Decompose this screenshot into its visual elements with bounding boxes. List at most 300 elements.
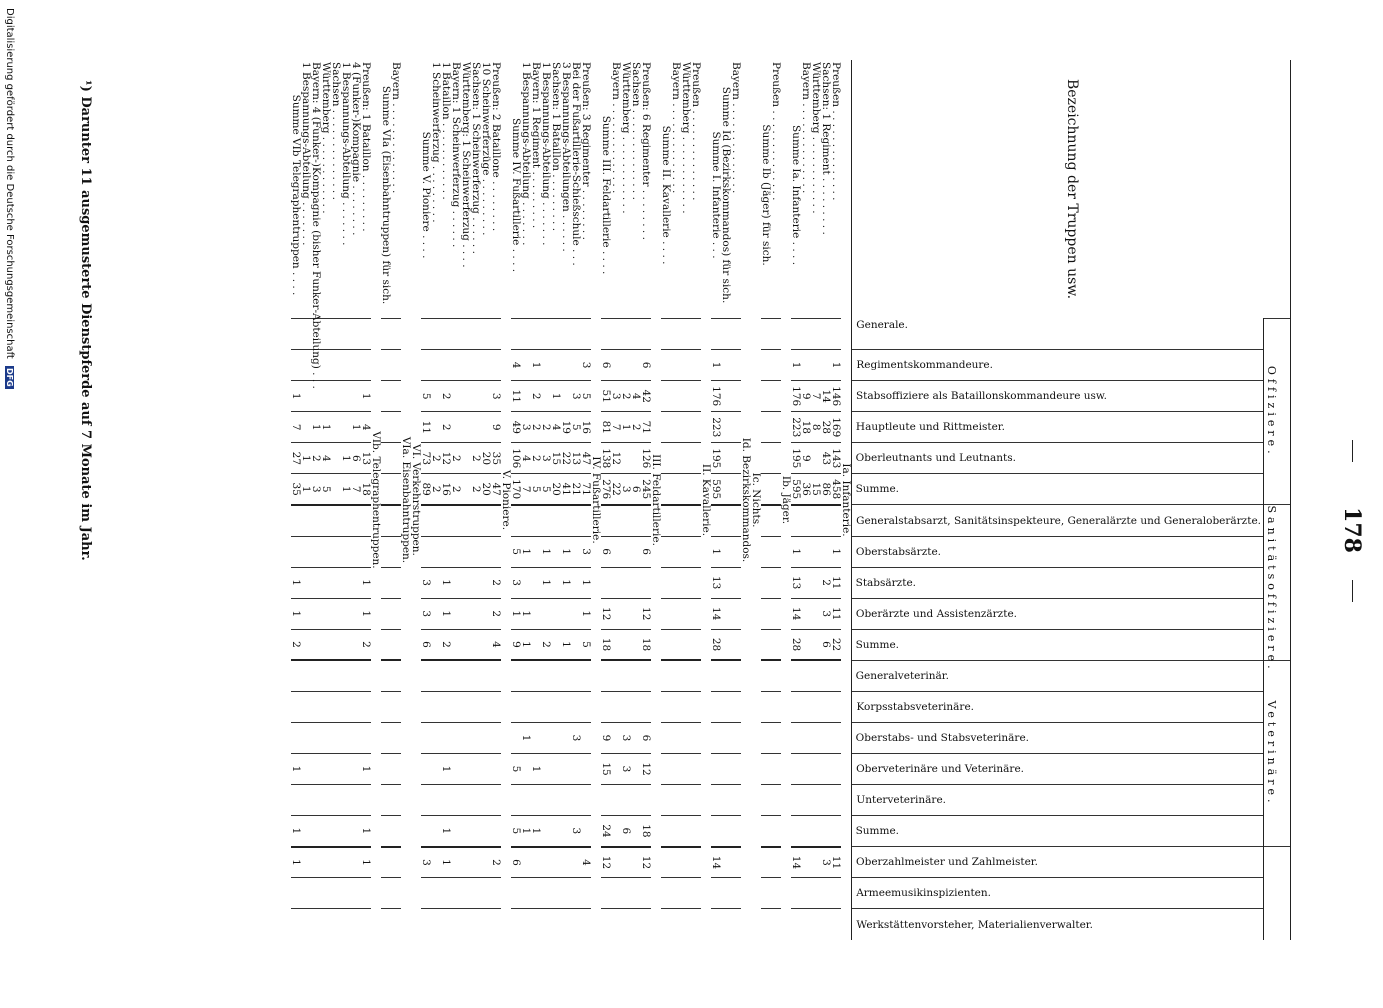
table-cell xyxy=(611,909,621,940)
cell-value: 1 xyxy=(340,454,353,462)
cell-value: 14 xyxy=(710,855,723,870)
table-row xyxy=(461,60,471,940)
table-cell xyxy=(361,350,371,381)
cell-value: 146 xyxy=(830,386,843,407)
table-cell xyxy=(381,722,391,753)
table-cell xyxy=(311,816,321,847)
table-cell xyxy=(721,381,731,412)
table-cell xyxy=(301,629,311,660)
table-cell xyxy=(321,443,331,474)
row-label: Bayern . . . . . . . . . . . . . . xyxy=(670,62,683,194)
table-cell xyxy=(801,536,811,567)
table-cell xyxy=(491,598,501,629)
table-cell xyxy=(321,505,331,536)
table-cell xyxy=(341,505,351,536)
table-cell xyxy=(311,598,321,629)
table-cell xyxy=(311,785,321,816)
table-cell xyxy=(761,412,771,443)
table-cell xyxy=(381,443,391,474)
table-cell xyxy=(551,412,561,443)
table-cell xyxy=(791,785,801,816)
cell-value: 11 xyxy=(420,420,433,434)
table-cell xyxy=(641,909,651,940)
table-cell xyxy=(291,350,301,381)
table-cell xyxy=(731,350,741,381)
table-cell xyxy=(551,319,561,350)
table-cell xyxy=(711,536,721,567)
table-cell xyxy=(331,381,341,412)
cell-value: 1 xyxy=(520,641,533,648)
table-row xyxy=(351,60,361,940)
table-cell xyxy=(641,753,651,784)
table-cell xyxy=(581,909,591,940)
table-cell xyxy=(291,567,301,598)
table-cell xyxy=(381,691,391,722)
table-cell xyxy=(721,536,731,567)
table-cell xyxy=(571,691,581,722)
cell-value: 12 xyxy=(600,607,613,621)
column-header xyxy=(852,443,1264,474)
table-cell xyxy=(821,691,831,722)
table-cell xyxy=(461,381,471,412)
table-cell xyxy=(341,660,351,691)
table-cell xyxy=(631,660,641,691)
cell-value: 3 xyxy=(540,454,553,462)
sum-row xyxy=(721,60,731,940)
row-label: Preußen . . . . . . . . . . . . . . xyxy=(770,62,783,201)
table-cell xyxy=(831,691,841,722)
table-cell xyxy=(601,536,611,567)
table-cell xyxy=(821,598,831,629)
table-cell xyxy=(621,629,631,660)
table-cell xyxy=(381,785,391,816)
cell-value: 2 xyxy=(470,454,483,462)
table-cell xyxy=(771,847,781,878)
cell-value: 1 xyxy=(520,548,533,555)
table-cell xyxy=(771,816,781,847)
cell-value: 18 xyxy=(800,420,813,434)
cell-value: 1 xyxy=(300,454,313,462)
table-cell xyxy=(471,878,481,909)
table-row xyxy=(441,60,451,940)
table-cell xyxy=(821,785,831,816)
table-cell xyxy=(671,505,681,536)
table-cell xyxy=(711,785,721,816)
table-cell xyxy=(541,319,551,350)
table-cell xyxy=(661,878,671,909)
column-header xyxy=(852,847,1264,878)
table-cell xyxy=(611,443,621,474)
cell-value: 12 xyxy=(640,855,653,870)
table-cell xyxy=(321,474,331,505)
table-cell xyxy=(731,878,741,909)
table-cell xyxy=(331,412,341,443)
table-cell xyxy=(541,816,551,847)
cell-value: 2 xyxy=(440,392,453,400)
table-cell xyxy=(301,722,311,753)
cell-value: 47 xyxy=(490,482,503,496)
table-cell xyxy=(831,381,841,412)
table-cell xyxy=(601,816,611,847)
table-cell xyxy=(381,909,391,940)
table-cell xyxy=(291,816,301,847)
table-cell xyxy=(301,536,311,567)
cell-value: 13 xyxy=(360,451,373,466)
cell-value: 49 xyxy=(510,420,523,434)
table-cell xyxy=(681,816,691,847)
table-cell xyxy=(531,381,541,412)
column-header xyxy=(852,909,1264,940)
table-cell xyxy=(671,909,681,940)
cell-value: 1 xyxy=(620,423,633,431)
table-cell xyxy=(711,381,721,412)
table-cell xyxy=(301,785,311,816)
cell-value: 8 xyxy=(810,423,823,431)
table-cell xyxy=(541,412,551,443)
table-cell xyxy=(631,878,641,909)
table-cell xyxy=(551,505,561,536)
table-cell xyxy=(811,505,821,536)
table-cell xyxy=(791,350,801,381)
table-cell xyxy=(291,381,301,412)
cell-value: 20 xyxy=(480,451,493,466)
table-cell xyxy=(311,536,321,567)
table-row xyxy=(621,60,631,940)
table-cell xyxy=(431,691,441,722)
table-cell xyxy=(341,319,351,350)
table-cell xyxy=(391,722,401,753)
table-cell xyxy=(331,878,341,909)
table-cell xyxy=(511,474,521,505)
column-header-text: Armeemusikinspizienten. xyxy=(856,887,991,900)
table-cell xyxy=(481,722,491,753)
table-cell xyxy=(471,629,481,660)
cell-value: 13 xyxy=(710,575,723,590)
table-cell xyxy=(561,474,571,505)
cell-value: 3 xyxy=(420,859,433,866)
table-cell xyxy=(451,598,461,629)
table-cell xyxy=(801,474,811,505)
table-cell xyxy=(391,660,401,691)
row-label: 1 Bespannungs-Abteilung . . . . . . . xyxy=(540,62,553,246)
table-cell xyxy=(571,319,581,350)
table-cell xyxy=(791,878,801,909)
row-label: Bayern: 4 (Funker-)Kompagnie (bisher Funker-Abteilung) . . . xyxy=(310,62,323,389)
cell-value: 6 xyxy=(620,827,633,835)
table-cell xyxy=(421,319,431,350)
table-cell xyxy=(321,567,331,598)
table-cell xyxy=(561,505,571,536)
table-cell xyxy=(461,536,471,567)
page-number: 178 xyxy=(1339,507,1365,553)
table-cell xyxy=(821,660,831,691)
sum-row xyxy=(421,60,431,940)
table-cell xyxy=(771,691,781,722)
table-cell xyxy=(321,660,331,691)
table-cell xyxy=(521,412,531,443)
table-cell xyxy=(671,722,681,753)
table-cell xyxy=(431,319,441,350)
table-cell xyxy=(721,505,731,536)
section-heading: III. Feldartillerie. xyxy=(650,454,663,546)
cell-value: 18 xyxy=(360,482,373,496)
table-cell xyxy=(421,816,431,847)
cell-value: 6 xyxy=(640,548,653,555)
cell-value: 6 xyxy=(420,641,433,648)
table-cell xyxy=(391,598,401,629)
table-cell xyxy=(521,785,531,816)
table-cell xyxy=(811,909,821,940)
table-cell xyxy=(531,722,541,753)
table-cell xyxy=(661,816,671,847)
table-cell xyxy=(791,629,801,660)
table-cell xyxy=(471,319,481,350)
table-cell xyxy=(321,319,331,350)
table-cell xyxy=(421,350,431,381)
table-cell xyxy=(441,691,451,722)
table-cell xyxy=(391,381,401,412)
section-heading: Id. Bezirkskommandos. xyxy=(740,437,753,563)
table-cell xyxy=(301,443,311,474)
table-cell xyxy=(441,412,451,443)
table-cell xyxy=(451,816,461,847)
table-cell xyxy=(451,505,461,536)
cell-value: 11 xyxy=(830,575,843,590)
table-cell xyxy=(611,847,621,878)
table-cell xyxy=(691,412,701,443)
table-cell xyxy=(511,660,521,691)
row-label: Bayern: 1 Regiment . . . . . . . . . xyxy=(530,62,543,229)
group-header-text: Veterinäre. xyxy=(1265,700,1278,807)
cell-value: 1 xyxy=(290,827,303,835)
table-cell xyxy=(771,350,781,381)
cell-value: 126 xyxy=(640,448,653,469)
table-cell xyxy=(381,878,391,909)
table-cell xyxy=(331,753,341,784)
table-cell xyxy=(761,785,771,816)
table-cell xyxy=(561,536,571,567)
column-header-text: Summe. xyxy=(856,483,900,496)
table-cell xyxy=(571,505,581,536)
table-cell xyxy=(711,319,721,350)
table-cell xyxy=(621,412,631,443)
cell-value: 169 xyxy=(830,417,843,438)
row-label: 1 Bespannungs-Abteilung . . . . . . . xyxy=(520,62,533,246)
table-cell xyxy=(511,412,521,443)
table-cell xyxy=(521,909,531,940)
table-cell xyxy=(481,785,491,816)
table-cell xyxy=(711,878,721,909)
cell-value: 3 xyxy=(620,485,633,493)
table-cell xyxy=(661,536,671,567)
table-cell xyxy=(731,785,741,816)
cell-value: 6 xyxy=(350,454,363,462)
table-cell xyxy=(661,567,671,598)
table-cell xyxy=(471,660,481,691)
table-cell xyxy=(761,381,771,412)
section-heading: VI. Verkehrstruppen. xyxy=(410,444,423,556)
table-cell xyxy=(721,878,731,909)
table-cell xyxy=(451,567,461,598)
cell-value: 5 xyxy=(580,641,593,648)
table-cell xyxy=(441,722,451,753)
table-cell xyxy=(511,847,521,878)
column-header xyxy=(852,567,1264,598)
row-label: Preußen: 3 Regimenter . . . . . . . . xyxy=(580,62,593,240)
table-cell xyxy=(441,909,451,940)
table-cell xyxy=(331,660,341,691)
table-cell xyxy=(671,536,681,567)
table-cell xyxy=(671,847,681,878)
table-cell xyxy=(771,536,781,567)
table-cell xyxy=(601,474,611,505)
table-cell xyxy=(541,785,551,816)
table-cell xyxy=(531,443,541,474)
table-cell xyxy=(661,443,671,474)
cell-value: 5 xyxy=(570,423,583,431)
table-cell xyxy=(301,847,311,878)
table-cell xyxy=(471,381,481,412)
row-label: 1 Bespannungs-Abteilung . . . . . . . xyxy=(340,62,353,246)
section-heading-row xyxy=(401,60,411,940)
table-cell xyxy=(471,909,481,940)
table-cell xyxy=(531,909,541,940)
table-cell xyxy=(621,381,631,412)
table-cell xyxy=(441,443,451,474)
column-header-text: Oberleutnants und Leutnants. xyxy=(856,452,1017,465)
table-cell xyxy=(641,847,651,878)
table-cell xyxy=(661,598,671,629)
row-label: Bayern . . . . . . . . . . . . . . xyxy=(390,62,403,194)
table-cell xyxy=(321,816,331,847)
footnote: ¹) Darunter 11 ausgemusterte Dienstpferde auf 7 Monate im Jahr. xyxy=(78,80,93,561)
table-cell xyxy=(681,412,691,443)
table-cell xyxy=(291,909,301,940)
table-cell xyxy=(471,350,481,381)
table-cell xyxy=(321,722,331,753)
table-cell xyxy=(341,567,351,598)
table-cell xyxy=(481,660,491,691)
table-cell xyxy=(531,878,541,909)
cell-value: 14 xyxy=(710,607,723,621)
table-cell xyxy=(431,785,441,816)
row-label: 1 Scheinwerferzug . . . . . . . . . xyxy=(430,62,443,223)
table-cell xyxy=(421,847,431,878)
table-cell xyxy=(611,319,621,350)
cell-value: 4 xyxy=(520,454,533,462)
sum-row xyxy=(291,60,301,940)
table-cell xyxy=(461,691,471,722)
cell-value: 3 xyxy=(310,485,323,493)
table-cell xyxy=(471,536,481,567)
cell-value: 2 xyxy=(530,454,543,462)
table-cell xyxy=(361,785,371,816)
row-label: Preußen . . . . . . . . . . . . . . xyxy=(830,62,843,201)
table-cell xyxy=(561,660,571,691)
table-cell xyxy=(831,753,841,784)
table-cell xyxy=(451,629,461,660)
table-cell xyxy=(801,567,811,598)
table-cell xyxy=(351,412,361,443)
table-cell xyxy=(331,505,341,536)
table-cell xyxy=(581,567,591,598)
table-cell xyxy=(611,536,621,567)
table-cell xyxy=(551,381,561,412)
table-cell xyxy=(301,598,311,629)
table-cell xyxy=(711,691,721,722)
table-cell xyxy=(621,722,631,753)
table-cell xyxy=(431,909,441,940)
cell-value: 6 xyxy=(600,548,613,555)
table-cell xyxy=(621,505,631,536)
table-cell xyxy=(341,816,351,847)
table-cell xyxy=(521,691,531,722)
group-header-sanitaetsoffiziere xyxy=(1264,505,1291,673)
table-cell xyxy=(581,691,591,722)
table-cell xyxy=(721,660,731,691)
table-cell xyxy=(311,567,321,598)
table-cell xyxy=(561,567,571,598)
table-cell xyxy=(831,412,841,443)
cell-value: 3 xyxy=(820,610,833,618)
table-cell xyxy=(441,567,451,598)
table-cell xyxy=(491,909,501,940)
group-header-row xyxy=(1264,60,1291,940)
sum-row xyxy=(661,60,671,940)
table-cell xyxy=(431,505,441,536)
table-cell xyxy=(381,536,391,567)
table-cell xyxy=(721,350,731,381)
table-cell xyxy=(801,816,811,847)
table-cell xyxy=(451,753,461,784)
table-cell xyxy=(661,785,671,816)
table-cell xyxy=(761,505,771,536)
cell-value: 1 xyxy=(310,423,323,431)
column-header xyxy=(852,785,1264,816)
row-label: 1 Bespannungs-Abteilung . . . . . . . xyxy=(300,62,313,246)
table-cell xyxy=(541,350,551,381)
table-cell xyxy=(351,350,361,381)
table-cell xyxy=(541,909,551,940)
table-cell xyxy=(601,412,611,443)
cell-value: 15 xyxy=(810,482,823,496)
cell-value: 3 xyxy=(490,392,503,400)
group-header-offiziere xyxy=(1264,319,1291,505)
table-cell xyxy=(601,660,611,691)
table-cell xyxy=(811,785,821,816)
table-cell xyxy=(291,785,301,816)
table-cell xyxy=(561,878,571,909)
cell-value: 5 xyxy=(510,548,523,555)
cell-value: 1 xyxy=(290,579,303,586)
table-cell xyxy=(491,847,501,878)
table-cell xyxy=(341,691,351,722)
table-cell xyxy=(341,350,351,381)
cell-value: 1 xyxy=(350,423,363,431)
sum-label: Summe II. Kavallerie . . . . xyxy=(660,125,673,265)
table-cell xyxy=(731,691,741,722)
table-cell xyxy=(731,319,741,350)
cell-value: 223 xyxy=(790,417,803,438)
cell-value: 2 xyxy=(360,641,373,648)
table-row xyxy=(611,60,621,940)
table-cell xyxy=(831,598,841,629)
table-cell xyxy=(541,722,551,753)
column-header-text: Stabsärzte. xyxy=(856,576,917,589)
cell-value: 12 xyxy=(610,451,623,466)
table-cell xyxy=(301,505,311,536)
table-cell xyxy=(821,847,831,878)
